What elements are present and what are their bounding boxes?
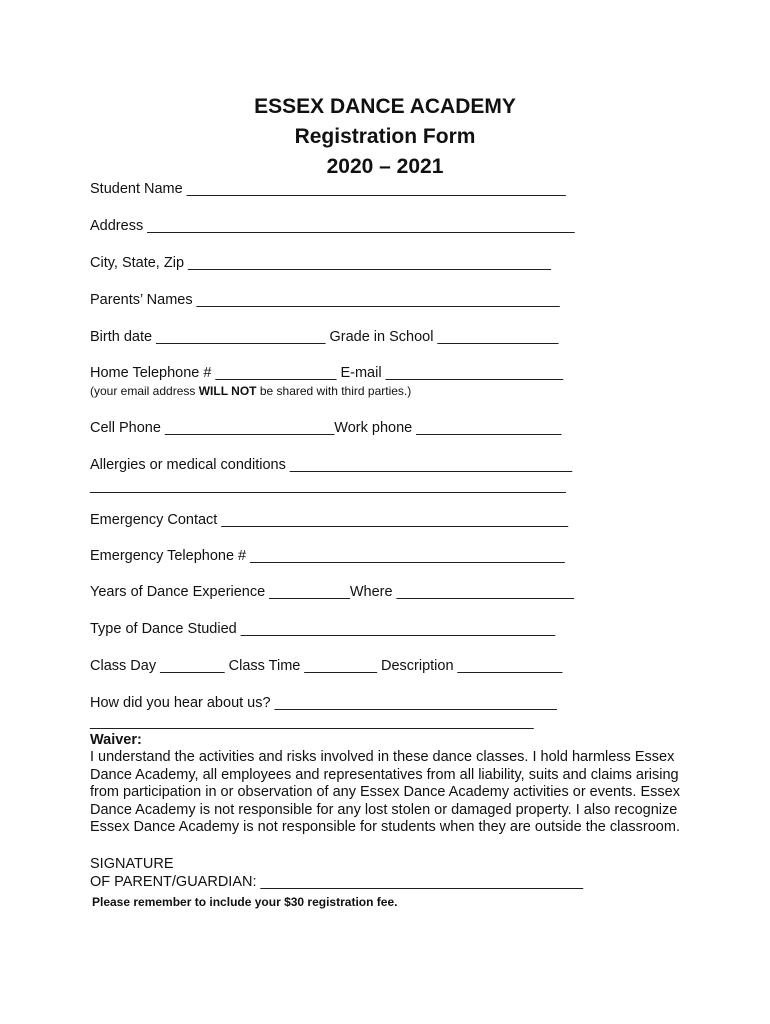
email-note-after: be shared with third parties.) [256,384,412,398]
registration-fee-note: Please remember to include your $30 registration fee. [92,895,398,909]
signature-label: SIGNATURE [90,856,174,872]
allergies-field[interactable]: Allergies or medical conditions ___________________________________ [90,457,573,473]
hear-about-field-line2[interactable]: _______________________________________________________ [90,714,534,730]
dance-type-field[interactable]: Type of Dance Studied _______________________________________ [90,621,556,637]
hear-about-field[interactable]: How did you hear about us? ___________________________________ [90,695,557,711]
parents-names-field[interactable]: Parents’ Names _____________________________________________ [90,292,560,308]
dance-experience-field[interactable]: Years of Dance Experience __________Where ______________________ [90,584,575,600]
emergency-contact-field[interactable]: Emergency Contact ___________________________________________ [90,512,569,528]
city-state-zip-field[interactable]: City, State, Zip _____________________________________________ [90,255,551,271]
home-telephone-email-field[interactable]: Home Telephone # _______________ E-mail ______________________ [90,365,564,381]
email-privacy-note [90,383,411,399]
form-title: ESSEX DANCE ACADEMY [254,95,516,118]
cell-work-phone-field[interactable]: Cell Phone _____________________Work phone __________________ [90,420,562,436]
signature-field[interactable]: OF PARENT/GUARDIAN: ________________________________________ [90,874,584,890]
emergency-telephone-field[interactable]: Emergency Telephone # _______________________________________ [90,548,565,564]
address-field[interactable]: Address _____________________________________________________ [90,218,575,234]
form-year: 2020 – 2021 [326,155,444,178]
waiver-text: I understand the activities and risks involved in these dance classes. I hold harmless Essex Dance Academy, all employees and representatives from all liability, suits and claims arising from participation in or observation of any Essex Dance Academy activities or events. Essex Dance Academy is not responsible for any lost stolen or damaged property. I also recognize Essex Dance Academy is not responsible for students when they are outside the classroom. [90,749,680,835]
form-subtitle: Registration Form [294,125,476,148]
allergies-field-line2[interactable]: ___________________________________________________________ [90,478,566,494]
email-note-strong: WILL NOT [198,384,257,398]
class-info-field[interactable]: Class Day ________ Class Time _________ Description _____________ [90,658,563,674]
waiver-heading: Waiver: [90,732,142,748]
birth-date-grade-field[interactable]: Birth date _____________________ Grade in School _______________ [90,329,559,345]
email-note-before: (your email address [90,384,199,398]
student-name-field[interactable]: Student Name _______________________________________________ [90,181,566,197]
